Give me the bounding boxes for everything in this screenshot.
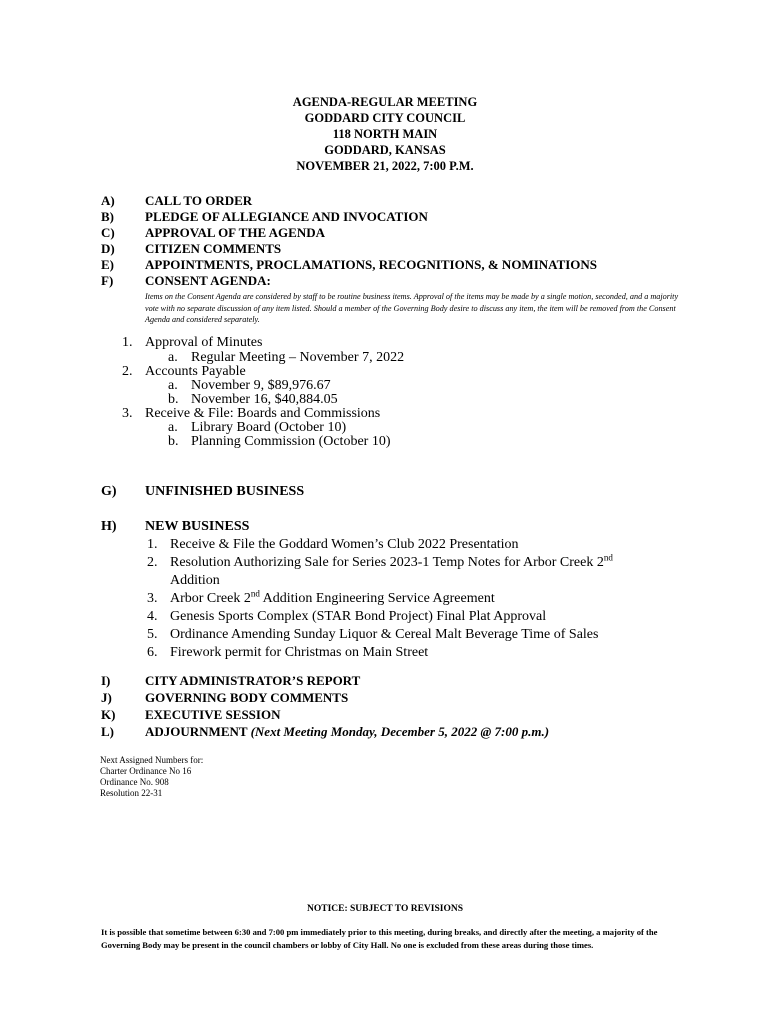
item-letter: b. [168, 434, 179, 449]
item-text: Firework permit for Christmas on Main Street [170, 645, 429, 660]
section-letter: C) [101, 225, 115, 240]
charter-ordinance-number: Charter Ordinance No 16 [100, 766, 192, 776]
section-title: CITIZEN COMMENTS [145, 241, 282, 256]
section-letter: H) [101, 519, 117, 534]
item-number: 6. [147, 645, 158, 660]
item-number: 2. [122, 364, 133, 379]
section-title: APPROVAL OF THE AGENDA [145, 225, 325, 240]
item-text-rest: Addition Engineering Service Agreement [259, 591, 495, 606]
next-assigned-numbers [100, 755, 203, 799]
section-letter: K) [101, 707, 116, 722]
section-letter: D) [101, 241, 115, 256]
item-letter: a. [168, 350, 178, 365]
next-meeting-note: (Next Meeting Monday, December 5, 2022 @ 7:00 p.m.) [250, 724, 550, 739]
item-text: Ordinance Amending Sunday Liquor & Cereal Malt Beverage Time of Sales [170, 627, 599, 642]
section-title: EXECUTIVE SESSION [145, 707, 281, 722]
ordinal-suffix: nd [603, 552, 613, 563]
item-text: Accounts Payable [145, 364, 246, 379]
item-text: Approval of Minutes [145, 335, 263, 350]
section-letter: A) [101, 193, 115, 208]
item-number: 4. [147, 609, 158, 624]
notice-title: NOTICE: SUBJECT TO REVISIONS [306, 904, 463, 914]
consent-agenda-note: Items on the Consent Agenda are considered by staff to be routine business items. Approval of the items may be made by a single motion, seconded, and a majority vote with no separate discussion of any item listed. Should a member of the Governing Body desire to discuss any item, the item will be removed from the Consent Agenda and considered separately. [145, 292, 679, 324]
section-letter: E) [101, 257, 114, 272]
item-text-main: Arbor Creek 2 [170, 591, 251, 606]
section-title [145, 724, 549, 740]
section-title: UNFINISHED BUSINESS [145, 484, 305, 499]
item-number: 3. [122, 406, 133, 421]
section-title: APPOINTMENTS, PROCLAMATIONS, RECOGNITIONS, & NOMINATIONS [145, 257, 598, 272]
item-text [170, 588, 495, 606]
section-letter: I) [101, 673, 111, 688]
resolution-number: Resolution 22-31 [100, 788, 163, 798]
section-title: CITY ADMINISTRATOR’S REPORT [145, 673, 361, 688]
item-number: 1. [122, 335, 133, 350]
section-letter: F) [101, 273, 114, 288]
agenda-header [0, 94, 770, 174]
section-letter: L) [101, 724, 114, 739]
section-title: NEW BUSINESS [145, 519, 250, 534]
item-text: Regular Meeting – November 7, 2022 [191, 350, 405, 365]
item-text: Genesis Sports Complex (STAR Bond Project) Final Plat Approval [170, 609, 547, 624]
next-numbers-heading: Next Assigned Numbers for: [100, 755, 204, 765]
item-text: Addition [170, 573, 220, 588]
section-letter: B) [101, 209, 114, 224]
ordinance-number: Ordinance No. 908 [100, 777, 169, 787]
section-title: GOVERNING BODY COMMENTS [145, 690, 349, 705]
item-number: 1. [147, 537, 158, 552]
item-text-main: Resolution Authorizing Sale for Series 2023-1 Temp Notes for Arbor Creek 2 [170, 555, 604, 570]
item-letter: a. [168, 420, 178, 435]
header-date: NOVEMBER 21, 2022, 7:00 P.M. [296, 159, 474, 173]
item-text: November 9, $89,976.67 [191, 378, 331, 393]
item-text: Receive & File the Goddard Women’s Club 2022 Presentation [170, 537, 519, 552]
section-title: PLEDGE OF ALLEGIANCE AND INVOCATION [145, 209, 428, 224]
item-text: Receive & File: Boards and Commissions [145, 406, 381, 421]
adjournment-label: ADJOURNMENT [145, 724, 248, 739]
notice-body: It is possible that sometime between 6:30 and 7:00 pm immediately prior to this meeting, during breaks, and directly after the meeting, a majority of the Governing Body may be present in the council chambers or lobby of City Hall. No one is excluded from these areas during those times. [101, 927, 658, 950]
header-council: GODDARD CITY COUNCIL [304, 111, 466, 125]
item-text [170, 552, 613, 570]
header-title: AGENDA-REGULAR MEETING [292, 95, 478, 109]
item-letter: a. [168, 378, 178, 393]
header-city: GODDARD, KANSAS [324, 143, 446, 157]
section-letter: J) [101, 690, 112, 705]
item-number: 3. [147, 591, 158, 606]
item-text: Planning Commission (October 10) [191, 434, 391, 449]
item-number: 5. [147, 627, 158, 642]
section-title: CONSENT AGENDA: [145, 273, 271, 288]
item-text: November 16, $40,884.05 [191, 392, 338, 407]
header-address: 118 NORTH MAIN [332, 127, 438, 141]
item-text: Library Board (October 10) [191, 420, 347, 435]
ordinal-suffix: nd [250, 588, 260, 599]
item-letter: b. [168, 392, 179, 407]
section-title: CALL TO ORDER [145, 193, 253, 208]
section-letter: G) [101, 484, 117, 499]
item-number: 2. [147, 555, 158, 570]
